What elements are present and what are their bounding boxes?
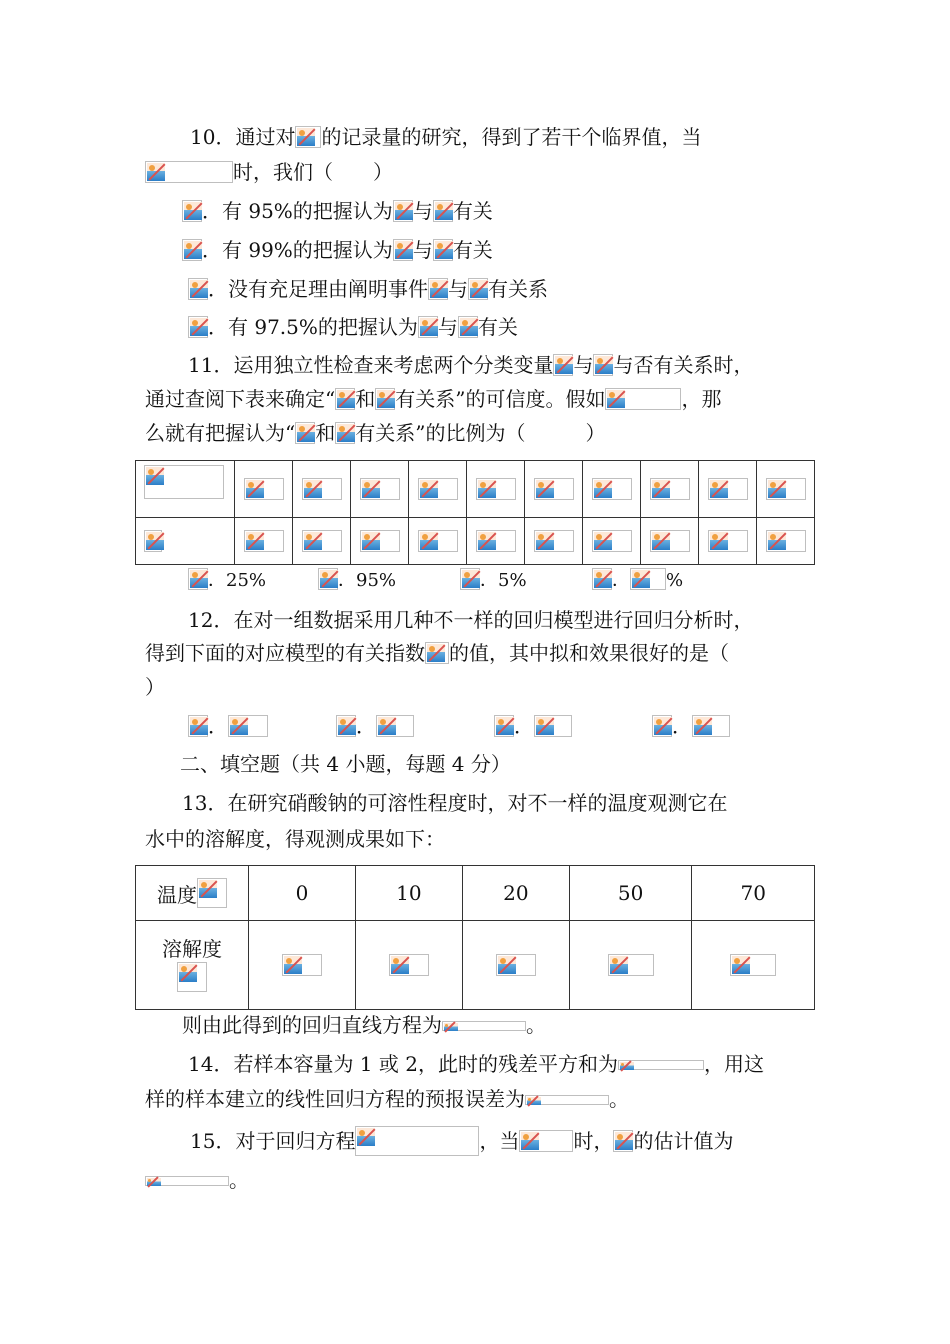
table-cell-temp: 10 [355, 866, 462, 921]
table-row-header-image [136, 518, 235, 565]
table-cell [409, 518, 467, 565]
option-letter-image-icon [182, 200, 202, 222]
table-cell [641, 461, 699, 518]
option-letter-image-icon [188, 316, 208, 338]
formula-image-icon [553, 354, 573, 376]
formula-image-icon [496, 954, 536, 976]
answer-blank-image-icon [618, 1060, 704, 1070]
formula-image-icon [708, 478, 748, 500]
option-letter-image-icon [182, 239, 202, 261]
table-cell [699, 518, 757, 565]
q12-option-d: ． [652, 712, 730, 740]
q11-option-b: ．95% [318, 567, 396, 595]
formula-image-icon [476, 530, 516, 552]
formula-image-icon [244, 530, 284, 552]
formula-image-icon [593, 354, 613, 376]
formula-image-icon [592, 478, 632, 500]
table-cell [525, 461, 583, 518]
formula-image-icon [418, 478, 458, 500]
table-cell [293, 461, 351, 518]
table-cell [569, 921, 692, 1010]
table-cell [692, 921, 815, 1010]
q14-line2: 样的样本建立的线性回归方程的预报误差为 。 [145, 1087, 629, 1111]
q11-option-d: ． % [592, 567, 683, 595]
q10-line1: 10．通过对 的记录量的研究，得到了若干个临界值，当 [190, 125, 702, 149]
q10-option-c: ．没有充足理由阐明事件 与 有关系 [188, 275, 548, 303]
q11-option-a: ．25% [188, 567, 266, 595]
table-cell [757, 461, 815, 518]
table-header-temperature: 温度 [136, 866, 249, 921]
q15-line1: 15．对于回归方程 ，当 时， 的估计值为 [190, 1126, 733, 1156]
formula-image-icon [592, 530, 632, 552]
q12-line2: 得到下面的对应模型的有关指数 的值，其中拟和效果很好的是（ [145, 641, 729, 665]
table-cell-temp: 20 [462, 866, 569, 921]
formula-image-icon [360, 478, 400, 500]
formula-image-icon [244, 478, 284, 500]
q14-line1: 14．若样本容量为 1 或 2，此时的残差平方和为 ，用这 [188, 1052, 764, 1076]
formula-image-icon [630, 568, 666, 590]
formula-image-icon [335, 388, 355, 410]
formula-image-icon [613, 1130, 633, 1152]
formula-image-icon [360, 530, 400, 552]
table-cell [235, 518, 293, 565]
table-cell [699, 461, 757, 518]
formula-image-icon [650, 478, 690, 500]
table-cell [467, 518, 525, 565]
answer-blank-image-icon [525, 1095, 609, 1105]
option-letter-image-icon [188, 568, 208, 590]
option-letter-image-icon [460, 568, 480, 590]
q10-option-b: ．有 99%的把握认为 与 有关 [182, 236, 493, 264]
table-cell [351, 518, 409, 565]
formula-image-icon [519, 1130, 573, 1152]
q10-option-d: ．有 97.5%的把握认为 与 有关 [188, 313, 518, 341]
formula-image-icon [534, 715, 572, 737]
formula-image-icon [766, 530, 806, 552]
formula-image-icon [708, 530, 748, 552]
table-cell [583, 461, 641, 518]
table-cell [757, 518, 815, 565]
table-cell [467, 461, 525, 518]
formula-image-icon [418, 316, 438, 338]
formula-image-icon [766, 478, 806, 500]
formula-image-icon [335, 422, 355, 444]
formula-image-icon [295, 126, 321, 148]
q12-option-b: ． [336, 712, 414, 740]
formula-image-icon [144, 465, 224, 499]
table-row-header-image [136, 461, 235, 518]
q11-line3: 么就有把握认为“ 和 有关系”的比例为（ ） [145, 421, 606, 445]
formula-image-icon [433, 200, 453, 222]
q12-option-c: ． [494, 712, 572, 740]
table-cell [583, 518, 641, 565]
option-letter-image-icon [494, 715, 514, 737]
table-cell-temp: 50 [569, 866, 692, 921]
option-letter-image-icon [318, 568, 338, 590]
table-cell [249, 921, 356, 1010]
formula-image-icon [393, 200, 413, 222]
unit-image-icon [197, 878, 227, 908]
section-heading: 二、填空题（共 4 小题，每题 4 分） [180, 752, 511, 776]
formula-image-icon [425, 642, 449, 664]
formula-image-icon [730, 954, 776, 976]
answer-blank-image-icon [442, 1021, 526, 1031]
critical-value-table [135, 460, 815, 565]
formula-image-icon [355, 1126, 479, 1156]
q12-option-a: ． [188, 712, 268, 740]
table-cell [355, 921, 462, 1010]
formula-image-icon [458, 316, 478, 338]
formula-image-icon [376, 715, 414, 737]
formula-image-icon [393, 239, 413, 261]
q11-line1: 11．运用独立性检查来考虑两个分类变量 与 与否有关系时， [188, 353, 754, 377]
formula-image-icon [650, 530, 690, 552]
table-cell-temp: 70 [692, 866, 815, 921]
option-letter-image-icon [592, 568, 612, 590]
option-letter-image-icon [188, 278, 208, 300]
formula-image-icon [302, 530, 342, 552]
table-cell [293, 518, 351, 565]
formula-image-icon [295, 422, 315, 444]
q13-line3: 则由此得到的回归直线方程为 。 [182, 1013, 546, 1037]
formula-image-icon [534, 530, 574, 552]
formula-image-icon [144, 530, 162, 552]
formula-image-icon [375, 388, 395, 410]
q12-line3: ） [145, 675, 165, 699]
option-letter-image-icon [188, 715, 208, 737]
formula-image-icon [468, 278, 488, 300]
formula-image-icon [282, 954, 322, 976]
formula-image-icon [692, 715, 730, 737]
option-letter-image-icon [652, 715, 672, 737]
option-letter-image-icon [336, 715, 356, 737]
formula-image-icon [302, 478, 342, 500]
q13-line2: 水中的溶解度，得观测成果如下： [145, 827, 445, 851]
formula-image-icon [476, 478, 516, 500]
table-cell [351, 461, 409, 518]
table-cell [525, 518, 583, 565]
q12-line1: 12．在对一组数据采用几种不一样的回归模型进行回归分析时， [188, 608, 754, 632]
formula-image-icon [605, 388, 681, 410]
q15-line2: 。 [145, 1166, 249, 1194]
table-cell [462, 921, 569, 1010]
formula-image-icon [534, 478, 574, 500]
q13-line1: 13．在研究硝酸钠的可溶性程度时，对不一样的温度观测它在 [182, 791, 728, 815]
answer-blank-image-icon [145, 1176, 229, 1186]
solubility-table [135, 865, 815, 1010]
table-cell [409, 461, 467, 518]
formula-image-icon [608, 954, 654, 976]
table-cell [235, 461, 293, 518]
formula-image-icon [145, 161, 233, 183]
formula-image-icon [228, 715, 268, 737]
table-cell-temp: 0 [249, 866, 356, 921]
q11-line2: 通过查阅下表来确定“ 和 有关系”的可信度。假如 ，那 [145, 387, 722, 411]
table-cell [641, 518, 699, 565]
unit-image-icon [177, 962, 207, 992]
q11-option-c: ．5% [460, 567, 527, 595]
formula-image-icon [433, 239, 453, 261]
formula-image-icon [428, 278, 448, 300]
q10-line2: 时，我们（ ） [145, 158, 393, 186]
formula-image-icon [418, 530, 458, 552]
formula-image-icon [389, 954, 429, 976]
table-header-solubility: 溶解度 [136, 921, 249, 1010]
q10-option-a: ．有 95%的把握认为 与 有关 [182, 197, 493, 225]
